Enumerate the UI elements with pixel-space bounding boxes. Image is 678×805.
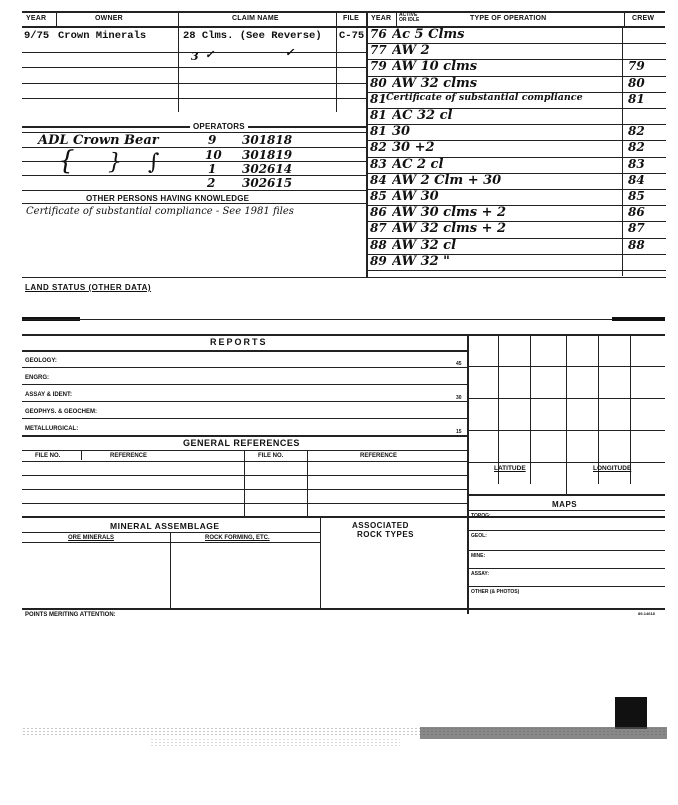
operator-number: 302615: [242, 176, 293, 190]
activity-year: 85: [370, 189, 387, 203]
activity-year: 87: [370, 221, 387, 235]
reports-title: REPORTS: [210, 337, 268, 347]
claim-file: C-75: [339, 30, 365, 42]
latitude-label: LATITUDE: [494, 465, 526, 472]
activity-entry: 30 +2: [392, 140, 435, 155]
row-line: [467, 550, 665, 551]
activity-year: 82: [370, 140, 387, 154]
activity-entry: AC 32 cl: [392, 108, 453, 123]
brace-mark-icon: }: [108, 150, 122, 175]
claim-file-sep: [336, 12, 337, 112]
activity-crew: 83: [628, 157, 645, 171]
row-line: [22, 384, 467, 385]
brace-mark-icon: ∫: [148, 150, 160, 175]
form-number: 89-14618: [638, 611, 655, 616]
ref-file-no-2: FILE NO.: [258, 453, 284, 459]
row-line: [22, 489, 467, 490]
scan-noise: [150, 738, 400, 746]
row-line: [22, 461, 467, 462]
activity-entry: AW 10 clms: [392, 59, 478, 74]
activity-entry: AW 32 ": [392, 254, 450, 269]
activity-year: 79: [370, 59, 387, 73]
activity-crew: 80: [628, 76, 645, 90]
reports-metallurgical-num: 15: [456, 429, 462, 435]
top-border: [22, 11, 665, 13]
activity-year: 89: [370, 254, 387, 268]
activity-entry: Certificate of substantial compliance: [386, 92, 583, 103]
row-line: [22, 503, 467, 504]
maps-topog: TOPOG:: [471, 513, 491, 519]
maps-mine: MINE:: [471, 553, 486, 559]
activity-crew: 84: [628, 173, 645, 187]
header-file: FILE: [343, 15, 359, 22]
operator-count: 1: [208, 162, 217, 176]
section-line: [366, 277, 666, 278]
activity-entry: AW 32 clms + 2: [392, 221, 507, 236]
row-line: [467, 510, 665, 511]
activity-year: 88: [370, 238, 387, 252]
activity-entry: Ac 5 Clms: [392, 27, 465, 42]
row-line: [22, 83, 366, 84]
row-line: [22, 190, 366, 191]
grid-line: [467, 366, 665, 367]
row-line: [467, 568, 665, 569]
header-type-of-operation: TYPE OF OPERATION: [470, 15, 547, 22]
activity-year: 81: [370, 124, 387, 138]
section-line: [22, 608, 665, 610]
operator-number: 301819: [242, 148, 293, 162]
activity-year: 83: [370, 157, 387, 171]
claim-name: 28 Clms. (See Reverse): [183, 30, 322, 42]
other-persons-note: Certificate of substantial compliance - See 1981 files: [26, 206, 294, 217]
header-sep: [624, 12, 625, 26]
activity-crew: 82: [628, 124, 645, 138]
operator-count: 10: [205, 148, 222, 162]
activity-crew: 86: [628, 205, 645, 219]
claim-extra: 3: [191, 50, 199, 63]
header-owner: OWNER: [95, 15, 123, 22]
ref-reference-2: REFERENCE: [360, 453, 398, 459]
reports-engrg: ENGRG:: [25, 375, 49, 381]
activity-entry: AW 32 cl: [392, 238, 457, 253]
black-square-mark: [615, 697, 647, 729]
row-line: [22, 435, 467, 437]
row-line: [22, 532, 320, 533]
check-mark-icon: ✓: [285, 46, 295, 59]
header-year: YEAR: [26, 15, 47, 22]
row-line: [22, 542, 320, 543]
reports-geophys: GEOPHYS. & GEOCHEM:: [25, 409, 98, 415]
section-line: [22, 277, 366, 278]
grid-line: [467, 462, 665, 463]
row-line: [467, 530, 665, 531]
header-sep: [56, 12, 57, 26]
activity-entry: AW 30 clms + 2: [392, 205, 507, 220]
maps-top: [467, 494, 665, 496]
header-bottom-border: [22, 26, 665, 28]
activity-entry: AW 2 Clm + 30: [392, 173, 502, 188]
header-year-2: YEAR: [371, 15, 392, 22]
activity-year: 80: [370, 76, 387, 90]
reports-geology: GEOLOGY:: [25, 358, 57, 364]
activity-row-line: [366, 124, 666, 125]
claim-year: 9/75: [24, 30, 50, 42]
row-line: [22, 401, 467, 402]
section-line: [22, 516, 665, 518]
grid-line: [467, 398, 665, 399]
associated-label: ASSOCIATED: [352, 521, 409, 530]
grid-line: [81, 450, 82, 460]
points-meriting-label: POINTS MERITING ATTENTION:: [25, 612, 116, 618]
brace-mark-icon: {: [58, 146, 75, 176]
maps-assay: ASSAY:: [471, 571, 490, 577]
operator-number: 302614: [242, 162, 293, 176]
grid-line: [320, 516, 321, 608]
maps-title: MAPS: [552, 500, 578, 509]
ref-file-no: FILE NO.: [35, 453, 61, 459]
activity-crew: 85: [628, 189, 645, 203]
claim-owner: Crown Minerals: [58, 30, 147, 42]
grid-line: [467, 430, 665, 431]
operators-title: OPERATORS: [190, 122, 248, 131]
activity-row-line: [366, 270, 666, 271]
grid-line: [170, 532, 171, 608]
row-line: [22, 98, 366, 99]
maps-other: OTHER (& PHOTOS): [471, 589, 520, 595]
rock-forming-label: ROCK FORMING, ETC.: [205, 535, 270, 541]
activity-year: 77: [370, 43, 387, 57]
activity-entry: AC 2 cl: [392, 157, 444, 172]
header-crew: CREW: [632, 15, 655, 22]
activity-year: 81: [370, 92, 387, 106]
mineral-title: MINERAL ASSEMBLAGE: [110, 521, 220, 531]
right-block-divider: [467, 334, 469, 614]
activity-crew: 88: [628, 238, 645, 252]
check-mark-icon: ✓: [205, 48, 215, 61]
grid-line: [244, 450, 245, 516]
row-line: [22, 350, 467, 352]
row-line: [22, 367, 467, 368]
activity-entry: AW 32 clms: [392, 76, 478, 91]
row-line: [467, 586, 665, 587]
land-status-label: LAND STATUS (OTHER DATA): [25, 283, 152, 292]
reports-metallurgical: METALLURGICAL:: [25, 426, 79, 432]
operator-count: 9: [208, 133, 217, 147]
ore-minerals-label: ORE MINERALS: [68, 535, 115, 541]
operator-count: 2: [207, 176, 216, 190]
reports-assay-num: 30: [456, 395, 462, 401]
activity-year: 81: [370, 108, 387, 122]
activity-crew: 79: [628, 59, 645, 73]
reports-top: [22, 334, 665, 336]
maps-geol: GEOL:: [471, 533, 487, 539]
operator-name: ADL Crown Bear: [38, 133, 159, 148]
other-persons-title: OTHER PERSONS HAVING KNOWLEDGE: [86, 194, 250, 203]
header-active-idle: ACTIVE OR IDLE: [399, 12, 420, 23]
header-sep: [396, 12, 397, 26]
activity-crew: 81: [628, 92, 645, 106]
section-line: [22, 319, 665, 320]
activity-year: 84: [370, 173, 387, 187]
rock-types-label: ROCK TYPES: [357, 530, 415, 539]
reports-geology-num: 45: [456, 361, 462, 367]
reports-assay: ASSAY & IDENT:: [25, 392, 73, 398]
grid-line: [566, 334, 567, 494]
row-line: [22, 475, 467, 476]
row-line: [22, 418, 467, 419]
grid-line: [307, 450, 308, 516]
owner-claim-sep: [178, 12, 179, 112]
operator-number: 301818: [242, 133, 293, 147]
activity-year: 76: [370, 27, 387, 41]
activity-crew: 82: [628, 140, 645, 154]
activity-year: 86: [370, 205, 387, 219]
longitude-label: LONGITUDE: [593, 465, 632, 472]
general-references-title: GENERAL REFERENCES: [183, 438, 300, 448]
activity-entry: AW 2: [392, 43, 430, 58]
header-claim-name: CLAIM NAME: [232, 15, 279, 22]
row-line: [22, 203, 366, 204]
row-line: [22, 67, 366, 68]
activity-crew: 87: [628, 221, 645, 235]
ref-reference: REFERENCE: [110, 453, 148, 459]
activity-entry: AW 30: [392, 189, 439, 204]
activity-entry: 30: [392, 124, 411, 139]
smudge-mark: [612, 317, 665, 321]
scan-noise: [420, 727, 667, 739]
